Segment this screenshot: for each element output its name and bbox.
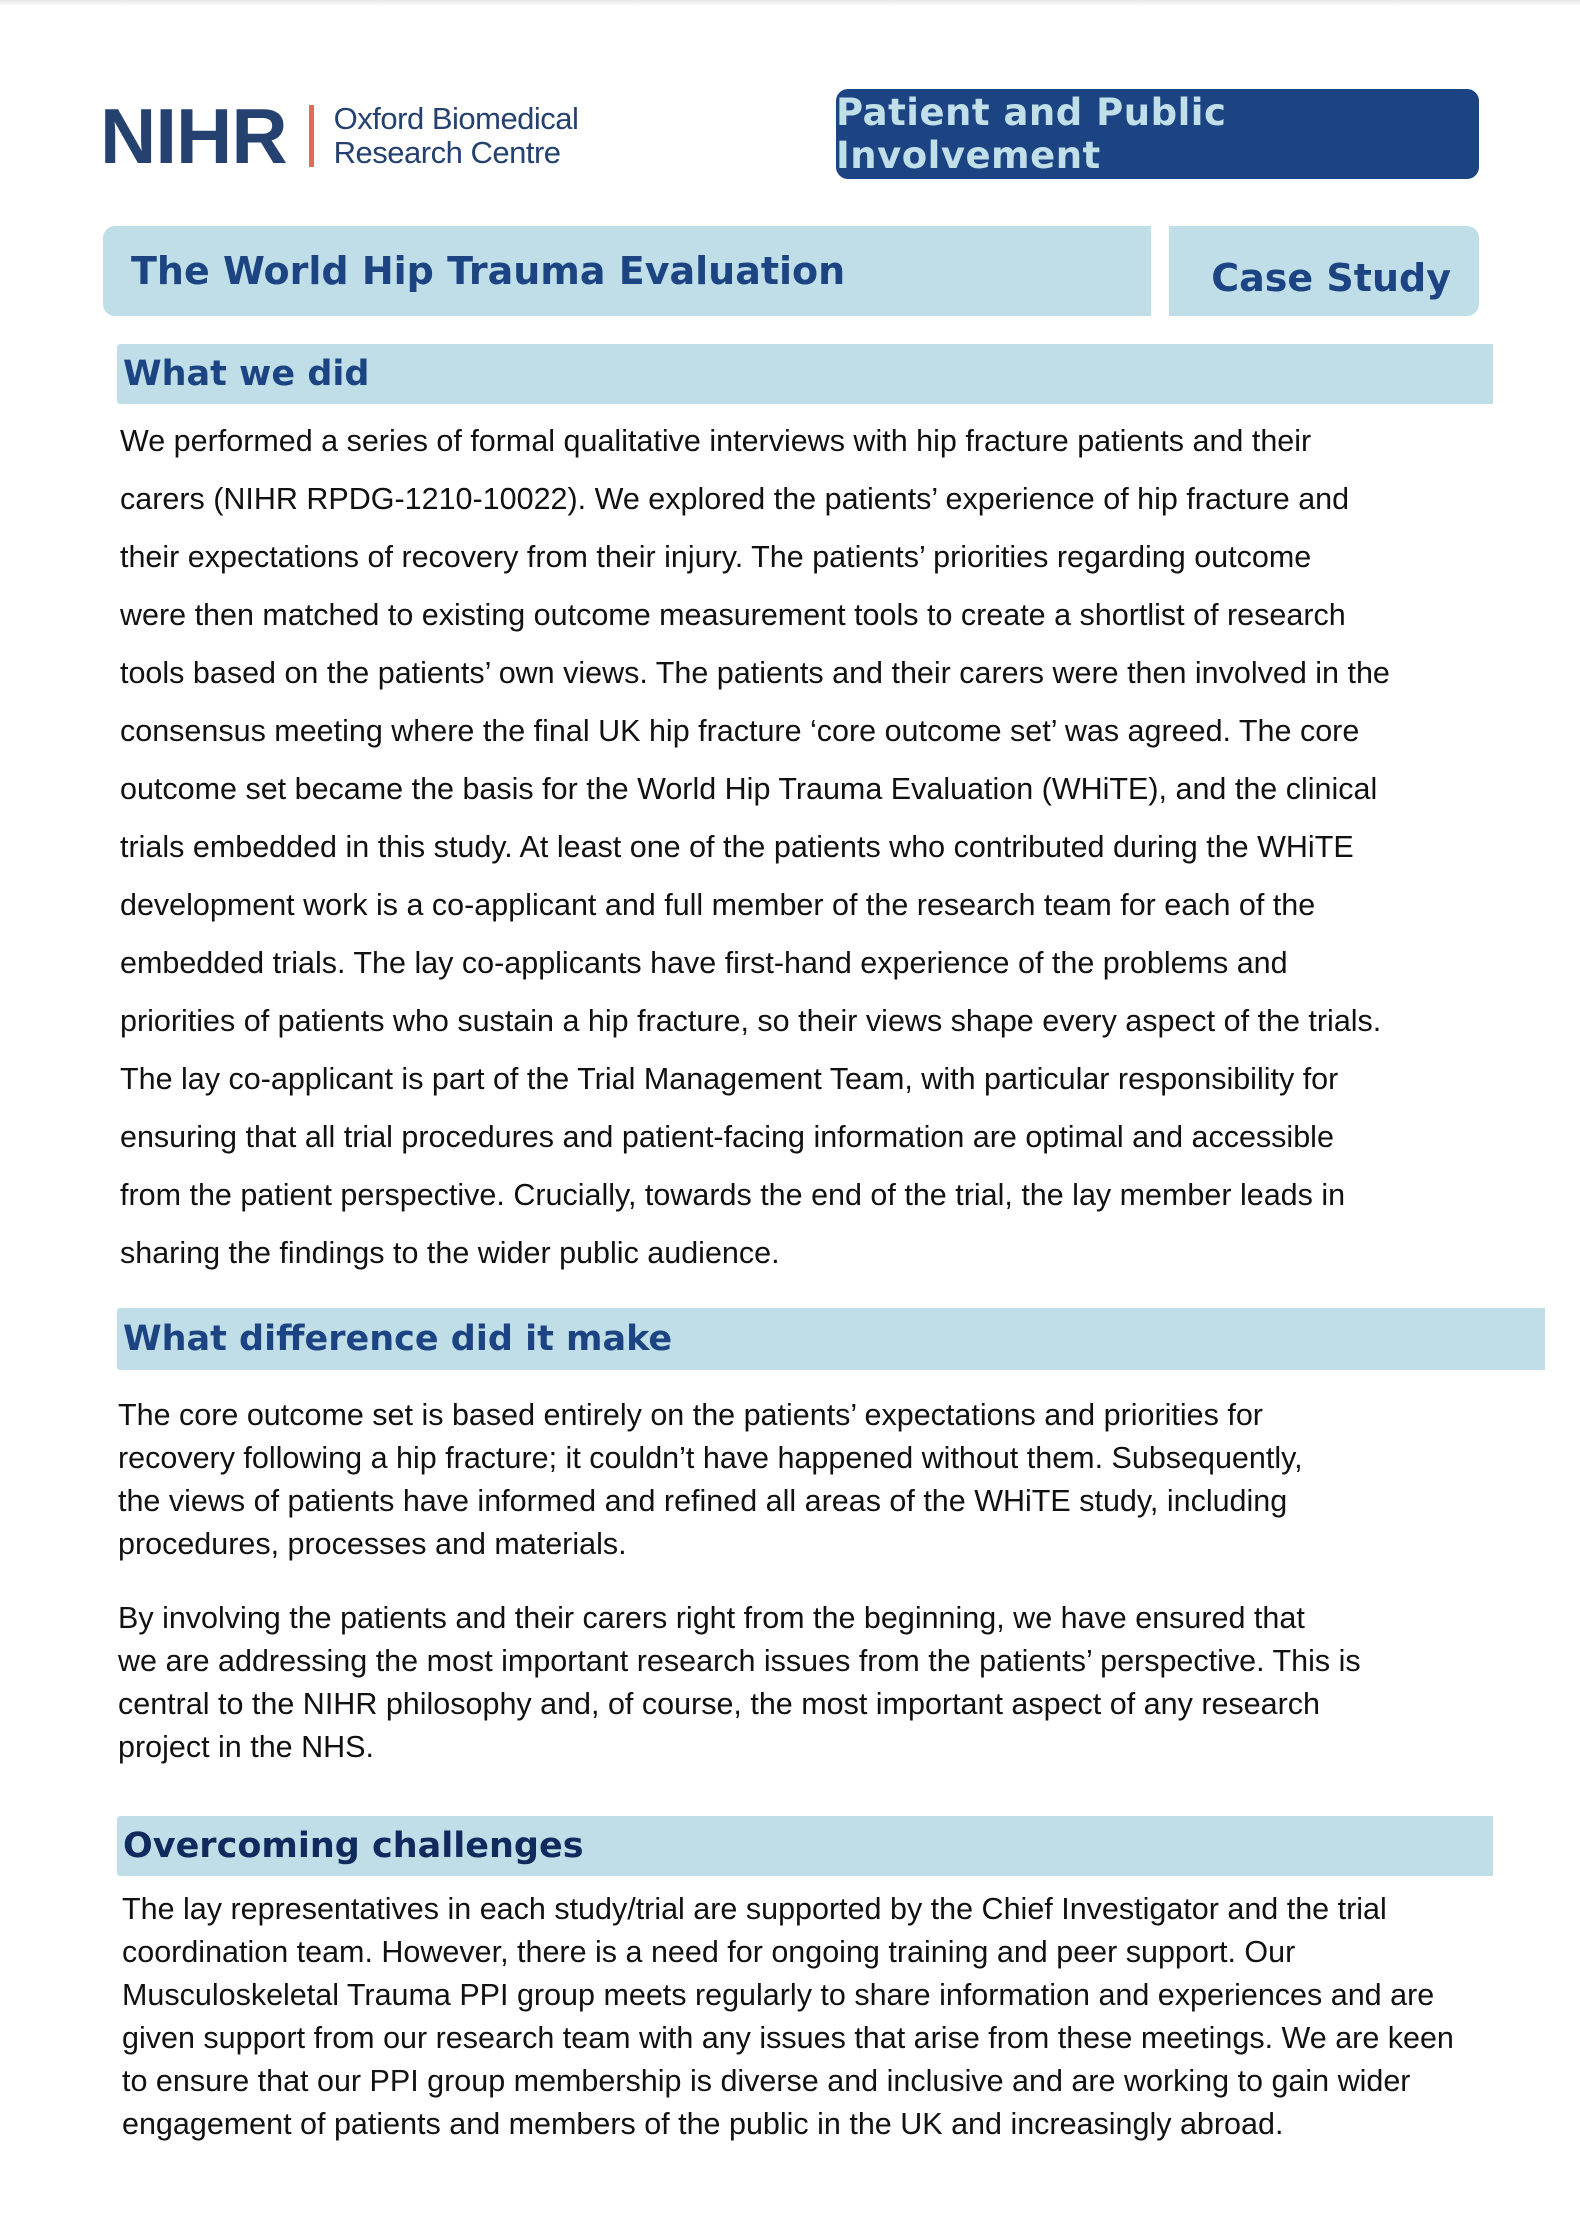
text-line: Musculoskeletal Trauma PPI group meets regularly to share information and experiences and are xyxy=(122,1978,1435,2012)
logo-org-line1: Oxford Biomedical xyxy=(333,101,579,136)
text-line: The lay co-applicant is part of the Trial Management Team, with particular responsibility for xyxy=(120,1062,1339,1096)
text-line: were then matched to existing outcome measurement tools to create a shortlist of research xyxy=(120,598,1346,632)
text-line: carers (NIHR RPDG-1210-10022). We explored the patients’ experience of hip fracture and xyxy=(120,482,1350,516)
logo-divider xyxy=(309,105,314,167)
text-line: central to the NIHR philosophy and, of course, the most important aspect of any research xyxy=(118,1687,1320,1721)
document-title: The World Hip Trauma Evaluation xyxy=(131,249,846,293)
section-heading-overcoming-challenges xyxy=(117,1816,1493,1876)
section-body-what-difference-p1 xyxy=(118,1394,1303,1566)
text-line: given support from our research team with any issues that arise from these meetings. We are keen xyxy=(122,2021,1454,2055)
text-line: priorities of patients who sustain a hip fracture, so their views shape every aspect of the trials. xyxy=(120,1004,1382,1038)
text-line: coordination team. However, there is a need for ongoing training and peer support. Our xyxy=(122,1935,1296,1969)
text-line: project in the NHS. xyxy=(118,1730,374,1764)
section-heading-text: Overcoming challenges xyxy=(123,1826,584,1866)
text-line: we are addressing the most important research issues from the patients’ perspective. This is xyxy=(118,1644,1361,1678)
document-type-box xyxy=(1169,226,1479,316)
document-type-label: Case Study xyxy=(1211,256,1451,300)
text-line: embedded trials. The lay co-applicants have first-hand experience of the problems and xyxy=(120,946,1288,980)
section-body-what-we-did xyxy=(120,412,1390,1282)
text-line: the views of patients have informed and refined all areas of the WHiTE study, including xyxy=(118,1484,1288,1518)
text-line: procedures, processes and materials. xyxy=(118,1527,627,1561)
logo-org-line2: Research Centre xyxy=(333,135,561,170)
text-line: We performed a series of formal qualitative interviews with hip fracture patients and their xyxy=(120,424,1312,458)
text-line: The core outcome set is based entirely on the patients’ expectations and priorities for xyxy=(118,1398,1263,1432)
section-body-what-difference-p2 xyxy=(118,1597,1361,1769)
section-heading-text: What difference did it make xyxy=(123,1319,673,1359)
section-heading-what-difference xyxy=(117,1308,1545,1370)
text-line: from the patient perspective. Crucially, towards the end of the trial, the lay member leads in xyxy=(120,1178,1346,1212)
text-line: By involving the patients and their carers right from the beginning, we have ensured that xyxy=(118,1601,1305,1635)
logo-org-name xyxy=(334,102,579,170)
text-line: ensuring that all trial procedures and patient-facing information are optimal and accessible xyxy=(120,1120,1334,1154)
section-heading-what-we-did xyxy=(117,344,1493,404)
text-line: sharing the findings to the wider public audience. xyxy=(120,1236,780,1270)
ppi-banner xyxy=(836,89,1479,179)
text-line: consensus meeting where the final UK hip fracture ‘core outcome set’ was agreed. The core xyxy=(120,714,1360,748)
text-line: engagement of patients and members of the public in the UK and increasingly abroad. xyxy=(122,2107,1284,2141)
section-body-overcoming-challenges xyxy=(122,1888,1454,2146)
text-line: to ensure that our PPI group membership is diverse and inclusive and are working to gain wider xyxy=(122,2064,1411,2098)
text-line: The lay representatives in each study/trial are supported by the Chief Investigator and the trial xyxy=(122,1892,1387,1926)
text-line: outcome set became the basis for the World Hip Trauma Evaluation (WHiTE), and the clinical xyxy=(120,772,1378,806)
text-line: recovery following a hip fracture; it couldn’t have happened without them. Subsequently, xyxy=(118,1441,1303,1475)
section-heading-text: What we did xyxy=(123,354,370,394)
document-title-box xyxy=(103,226,1151,316)
ppi-banner-label: Patient and Public Involvement xyxy=(836,91,1227,177)
text-line: tools based on the patients’ own views. The patients and their carers were then involved in the xyxy=(120,656,1390,690)
page-top-edge xyxy=(0,0,1580,6)
nihr-obrc-logo xyxy=(100,92,579,180)
text-line: development work is a co-applicant and full member of the research team for each of the xyxy=(120,888,1316,922)
text-line: trials embedded in this study. At least one of the patients who contributed during the WHiTE xyxy=(120,830,1354,864)
logo-brand: NIHR xyxy=(100,92,287,180)
text-line: their expectations of recovery from their injury. The patients’ priorities regarding outcome xyxy=(120,540,1312,574)
